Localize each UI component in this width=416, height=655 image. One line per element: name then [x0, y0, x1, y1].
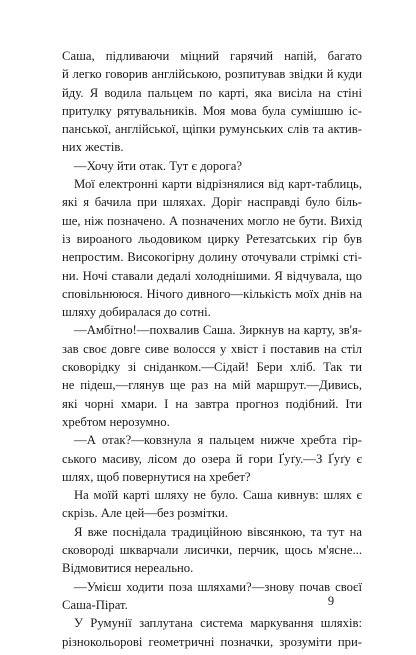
text-line: хребтом нерозумно.	[62, 414, 170, 429]
text-line: сковорідку зі сніданком.—Сідай! Бери хліб. Так ти	[62, 360, 362, 375]
text-line: й легко говорив англійською, розпитував звідки й куди	[62, 67, 362, 82]
text-line: зав своє довге сиве волосся у хвіст і поставив на стіл	[62, 341, 362, 356]
text-line: —Амбітно!—похвалив Саша. Зиркнув на карту, зв'я-	[74, 323, 362, 338]
text-line: —Умієш ходити поза шляхами?—знову почав своєї	[74, 579, 362, 594]
text-line: які чорні хмари. І на завтра прогноз подібний. Іти	[62, 396, 362, 411]
text-line: непростим. Високогірну долину оточували стрімкі сті-	[62, 250, 362, 265]
page-number: 9	[327, 594, 335, 608]
text-line: скрізь. Але цей—без розмітки.	[62, 506, 229, 521]
text-line: із вироаного льодовиком цирку Ретезатських гір був	[62, 231, 362, 246]
text-line: Відмовитися нереально.	[62, 561, 194, 576]
text-line: шляху добиралася до сотні.	[62, 305, 211, 320]
text-line: —Хочу йти отак. Тут є дорога?	[74, 158, 243, 173]
text-line: —А отак?—ковзнула я пальцем нижче хребта гір-	[74, 433, 362, 448]
text-line: йду. Я водила пальцем по карті, яка висіла на стіні	[62, 85, 362, 100]
text-line: ни. Ночі ставали дедалі холоднішими. Я відчувала, що	[62, 268, 362, 283]
text-line: Саша-Пірат.	[62, 597, 128, 612]
body-text	[62, 47, 362, 651]
text-line: них жестів.	[62, 140, 124, 155]
text-line: різнокольорові геометричні позначки, зрозуміти при-	[62, 634, 362, 649]
text-line: панської, англійської, щіпки румунських слів та актив-	[62, 122, 362, 137]
text-line: шлях, щоб повернутися на хребет?	[62, 469, 251, 484]
text-line: На моїй карті шляху не було. Саша кивнув: шлях є	[74, 488, 362, 503]
text-line: ського масиву, лісом до озера й гори Ґуґу.—З Ґуґу є	[62, 451, 362, 466]
text-line: які я бачила при шляхах. Доріг насправді було біль-	[62, 195, 362, 210]
text-line: ше, ніж позначено. А позначених могло не бути. Вихід	[62, 213, 362, 228]
text-line: сповільнююся. Нічого дивного—кількість моїх днів на	[62, 286, 362, 301]
text-line: притулку рятувальників. Моя мова була сумішшю іс-	[62, 103, 362, 118]
text-line: У Румунії заплутана система маркування шляхів:	[74, 616, 362, 631]
text-line: не підеш,—глянув ще раз на мій маршрут.—Дивись,	[62, 378, 362, 393]
text-line: сковороді шкварчали лисички, перчик, щось м'ясне...	[62, 543, 362, 558]
text-line: Мої електронні карти відрізнялися від карт-таблиць,	[74, 177, 362, 192]
text-line: Саша, підливаючи міцний гарячий напій, багато	[62, 49, 362, 63]
text-line: Я вже поснідала традиційною вівсянкою, та тут на	[74, 524, 362, 539]
